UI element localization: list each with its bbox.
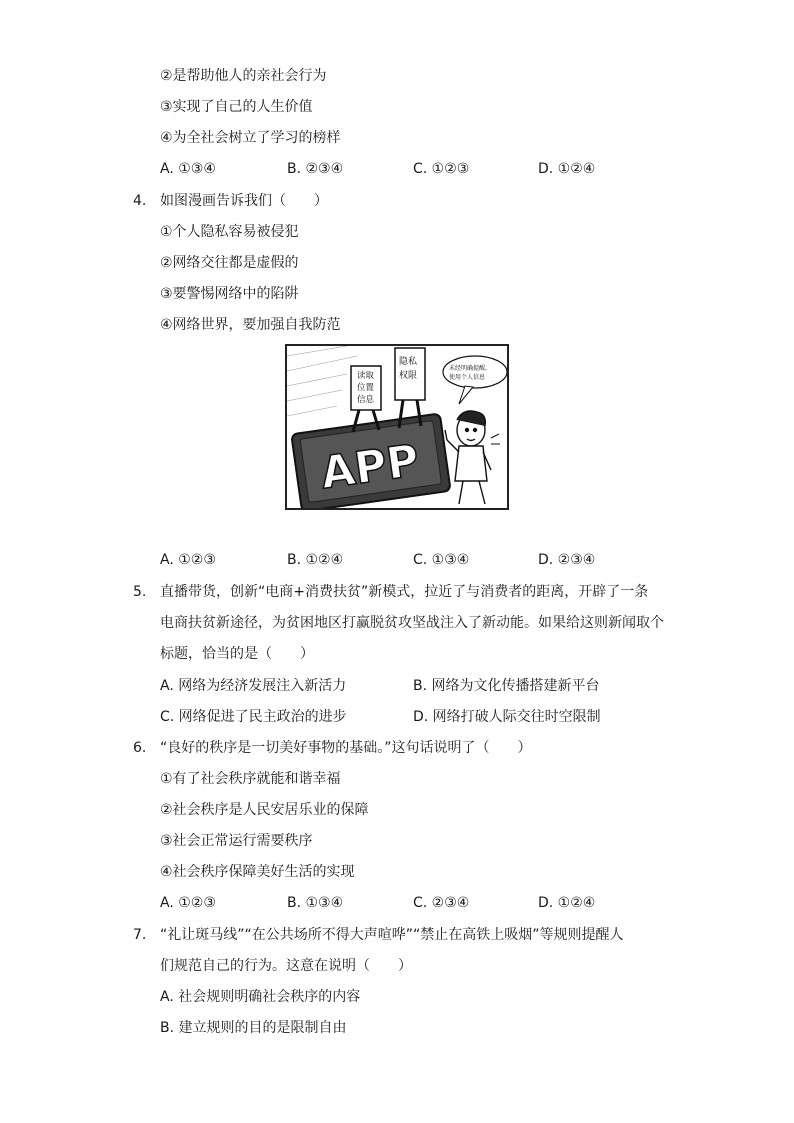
q6-item-1: ①有了社会秩序就能和谐幸福 [160, 771, 341, 787]
q4-item-1: ①个人隐私容易被侵犯 [160, 224, 299, 240]
q5-stem-line-3: 标题，恰当的是（ ） [160, 646, 314, 662]
q7-option-b: B. 建立规则的目的是限制自由 [160, 1020, 347, 1036]
q7-number: 7. [133, 927, 147, 943]
q3-item-3: ③实现了自己的人生价值 [160, 99, 313, 115]
q3-option-b: B. ②③④ [287, 161, 344, 177]
q6-number: 6. [133, 740, 147, 756]
q4-cartoon-image [285, 344, 509, 510]
cartoon-sign-right-text: 隐私 权限 [399, 357, 418, 381]
q7-stem-line-1: “礼让斑马线”“在公共场所不得大声喧哗”“禁止在高铁上吸烟”等规则提醒人 [160, 927, 624, 943]
q4-item-3: ③要警惕网络中的陷阱 [160, 286, 299, 302]
q5-stem-line-2: 电商扶贫新途径，为贫困地区打赢脱贫攻坚战注入了新动能。如果给这则新闻取个 [160, 615, 664, 631]
q6-option-b: B. ①③④ [287, 895, 344, 911]
q6-item-3: ③社会正常运行需要秩序 [160, 833, 313, 849]
q4-number: 4. [133, 193, 147, 209]
q3-item-2: ②是帮助他人的亲社会行为 [160, 68, 327, 84]
q5-option-c: C. 网络促进了民主政治的进步 [160, 709, 347, 725]
q4-item-4: ④网络世界，要加强自我防范 [160, 317, 341, 333]
q5-stem-line-1: 直播带货，创新“电商+消费扶贫”新模式，拉近了与消费者的距离，开辟了一条 [160, 584, 649, 600]
q4-option-d: D. ②③④ [538, 552, 596, 568]
q5-option-d: D. 网络打破人际交往时空限制 [413, 709, 601, 725]
q3-option-a: A. ①③④ [160, 161, 216, 177]
q7-stem-line-2: 们规范自己的行为。这意在说明（ ） [160, 958, 412, 974]
q6-option-d: D. ①②④ [538, 895, 596, 911]
q5-option-a: A. 网络为经济发展注入新活力 [160, 678, 347, 694]
q6-option-a: A. ①②③ [160, 895, 216, 911]
q3-item-4: ④为全社会树立了学习的榜样 [160, 130, 341, 146]
q5-number: 5. [133, 584, 147, 600]
q5-option-b: B. 网络为文化传播搭建新平台 [413, 678, 600, 694]
q4-option-b: B. ①②④ [287, 552, 344, 568]
q4-item-2: ②网络交往都是虚假的 [160, 255, 299, 271]
cartoon-sign-left-text: 读取 位置 信息 [357, 371, 375, 405]
q6-item-4: ④社会秩序保障美好生活的实现 [160, 864, 355, 880]
cartoon-app-text: APP [317, 435, 423, 500]
q6-stem: “良好的秩序是一切美好事物的基础。”这句话说明了（ ） [160, 740, 532, 756]
q6-option-c: C. ②③④ [413, 895, 470, 911]
q6-item-2: ②社会秩序是人民安居乐业的保障 [160, 802, 369, 818]
q3-option-c: C. ①②③ [413, 161, 470, 177]
q4-option-a: A. ①②③ [160, 552, 216, 568]
q4-stem: 如图漫画告诉我们（ ） [160, 193, 328, 209]
cartoon-speech-text: 未经明确提醒, 使用个人信息 [449, 365, 487, 381]
q4-option-c: C. ①③④ [413, 552, 470, 568]
q3-option-d: D. ①②④ [538, 161, 596, 177]
q7-option-a: A. 社会规则明确社会秩序的内容 [160, 989, 361, 1005]
